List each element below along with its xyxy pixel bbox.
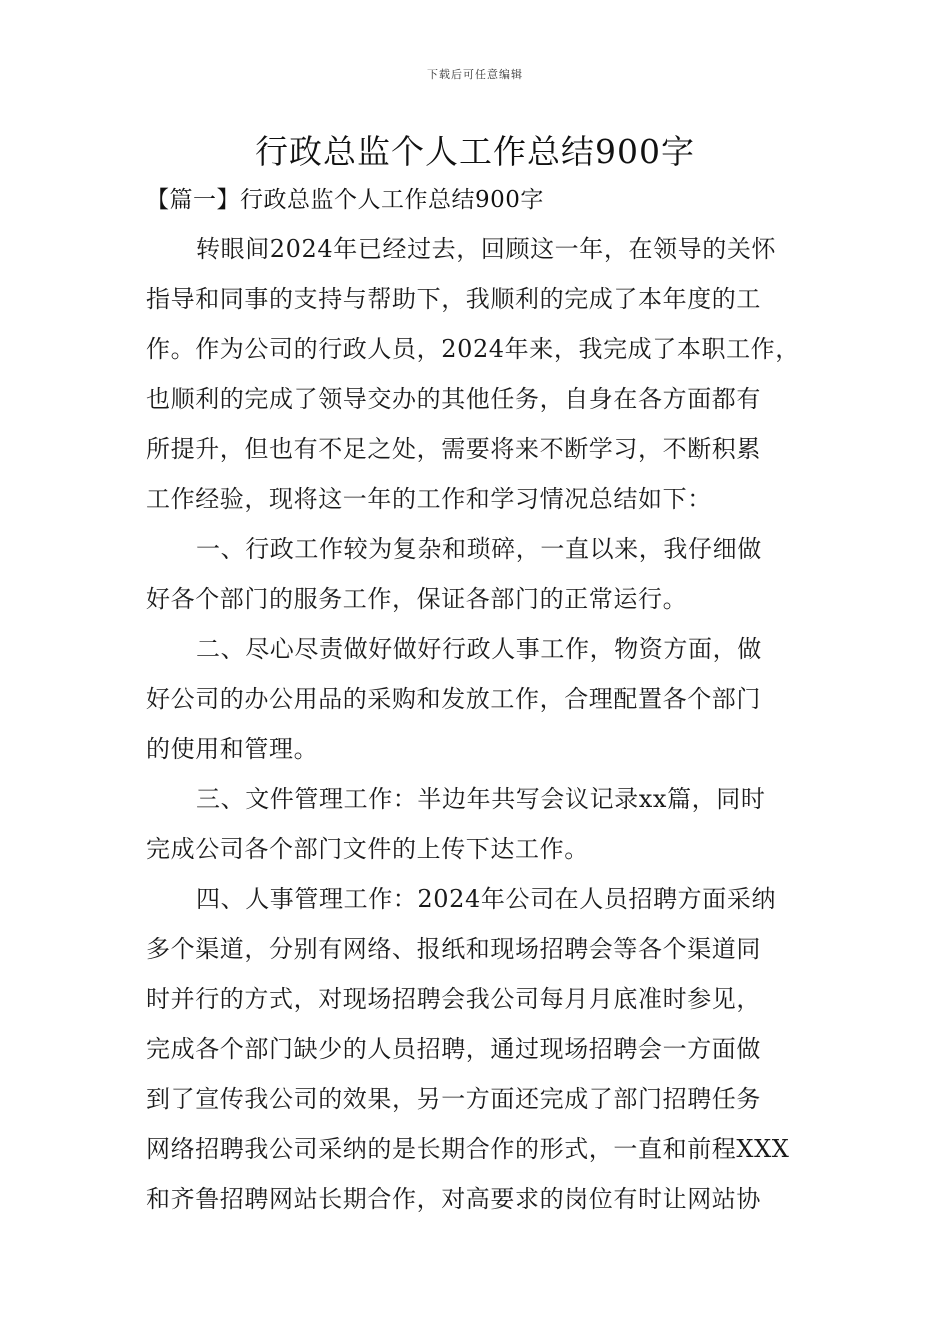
paragraph-line: 也顺利的完成了领导交办的其他任务，自身在各方面都有 bbox=[146, 385, 761, 413]
paragraph-line: 到了宣传我公司的效果，另一方面还完成了部门招聘任务 bbox=[146, 1085, 761, 1113]
paragraph-line: 好公司的办公用品的采购和发放工作，合理配置各个部门 bbox=[146, 685, 761, 713]
paragraph-line: 转眼间2024年已经过去，回顾这一年，在领导的关怀 bbox=[196, 235, 777, 263]
paragraph-line: 多个渠道，分别有网络、报纸和现场招聘会等各个渠道同 bbox=[146, 935, 761, 963]
paragraph-line: 时并行的方式，对现场招聘会我公司每月月底准时参见， bbox=[146, 985, 761, 1013]
paragraph-line: 工作经验，现将这一年的工作和学习情况总结如下： bbox=[146, 485, 712, 513]
paragraph-line: 一、行政工作较为复杂和琐碎，一直以来，我仔细做 bbox=[196, 535, 762, 563]
paragraph-line: 完成公司各个部门文件的上传下达工作。 bbox=[146, 835, 589, 863]
paragraph-line: 好各个部门的服务工作，保证各部门的正常运行。 bbox=[146, 585, 688, 613]
paragraph-line: 网络招聘我公司采纳的是长期合作的形式，一直和前程XXX bbox=[146, 1135, 790, 1163]
paragraph-line: 的使用和管理。 bbox=[146, 735, 319, 763]
paragraph-line: 二、尽心尽责做好做好行政人事工作，物资方面，做 bbox=[196, 635, 762, 663]
page-header-note: 下载后可任意编辑 bbox=[427, 68, 523, 81]
document-title: 行政总监个人工作总结900字 bbox=[255, 132, 695, 171]
paragraph-line: 指导和同事的支持与帮助下，我顺利的完成了本年度的工 bbox=[146, 285, 761, 313]
paragraph-line: 三、文件管理工作：半边年共写会议记录xx篇，同时 bbox=[196, 785, 766, 813]
paragraph-line: 四、人事管理工作：2024年公司在人员招聘方面采纳 bbox=[196, 885, 777, 913]
section-heading: 【篇一】行政总监个人工作总结900字 bbox=[146, 187, 544, 213]
paragraph-line: 完成各个部门缺少的人员招聘，通过现场招聘会一方面做 bbox=[146, 1035, 761, 1063]
paragraph-line: 作。作为公司的行政人员，2024年来，我完成了本职工作， bbox=[146, 335, 800, 363]
paragraph-line: 所提升，但也有不足之处，需要将来不断学习，不断积累 bbox=[146, 435, 761, 463]
document-body bbox=[146, 224, 808, 1224]
paragraph-line: 和齐鲁招聘网站长期合作，对高要求的岗位有时让网站协 bbox=[146, 1185, 761, 1213]
